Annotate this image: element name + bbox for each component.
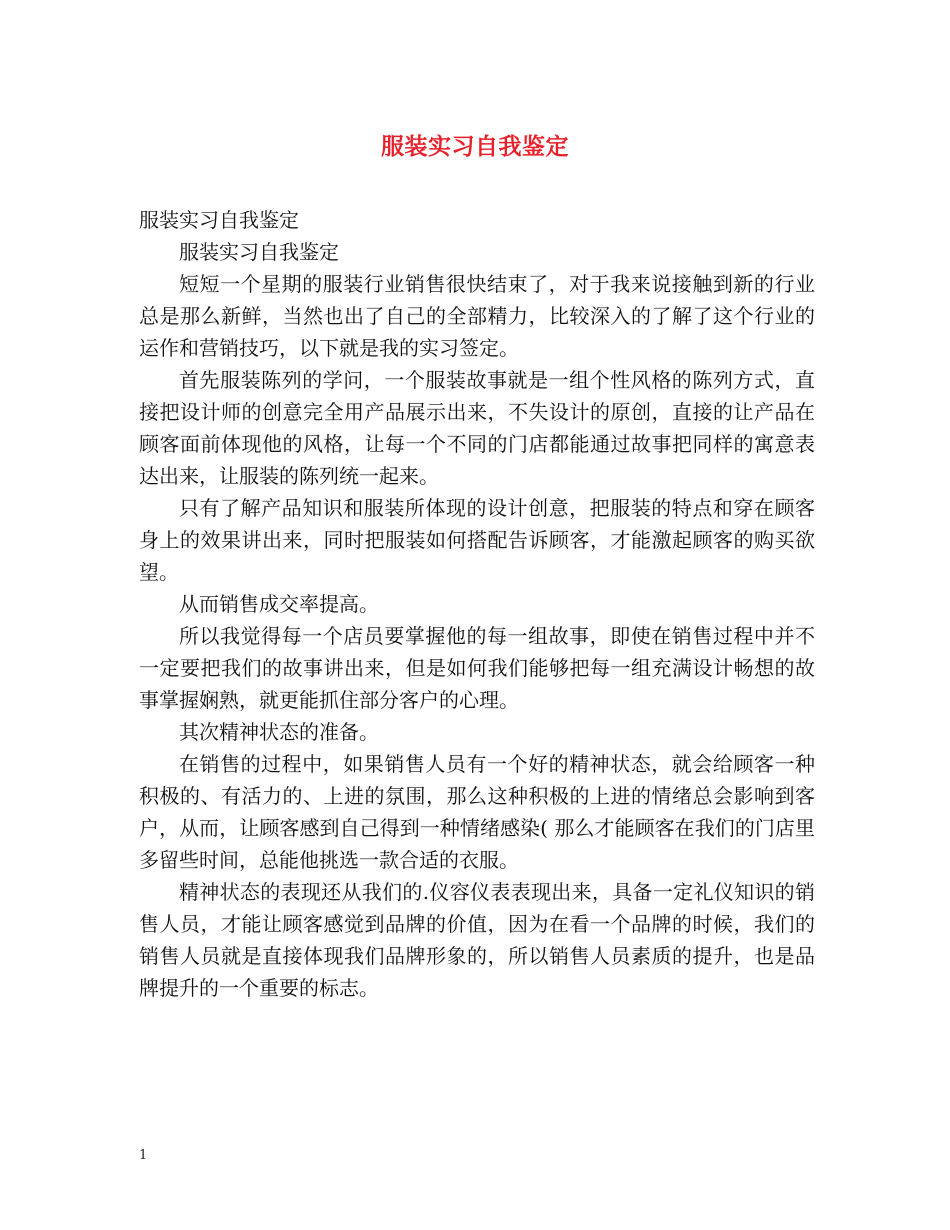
document-title: 服装实习自我鉴定 [381,133,569,160]
document-body [139,204,815,1004]
paragraph: 其次精神状态的准备。 [179,720,379,744]
paragraph: 首先服装陈列的学问，一个服装故事就是一组个性风格的陈列方式，直接把设计师的创意完全用产品展示出来，不失设计的原创，直接的让产品在顾客面前体现他的风格，让每一个不同的门店都能通过故事把同样的寓意表达出来，让服装的陈列统一起来。 [139,368,815,488]
heading-line: 服装实习自我鉴定 [139,208,299,232]
page-number: 1 [139,1148,148,1163]
paragraph: 所以我觉得每一个店员要掌握他的每一组故事，即使在销售过程中并不一定要把我们的故事讲出来，但是如何我们能够把每一组充满设计畅想的故事掌握娴熟，就更能抓住部分客户的心理。 [139,624,815,712]
paragraph: 只有了解产品知识和服装所体现的设计创意，把服装的特点和穿在顾客身上的效果讲出来，同时把服装如何搭配告诉顾客，才能激起顾客的购买欲望。 [139,496,815,584]
paragraph: 从而销售成交率提高。 [179,592,379,616]
paragraph: 服装实习自我鉴定 [179,240,339,264]
paragraph: 短短一个星期的服装行业销售很快结束了，对于我来说接触到新的行业总是那么新鲜，当然也出了自己的全部精力，比较深入的了解了这个行业的运作和营销技巧，以下就是我的实习签定。 [139,272,815,360]
paragraph: 精神状态的表现还从我们的.仪容仪表表现出来，具备一定礼仪知识的销售人员，才能让顾客感觉到品牌的价值，因为在看一个品牌的时候，我们的销售人员就是直接体现我们品牌形象的，所以销售人员素质的提升，也是品牌提升的一个重要的标志。 [139,880,815,1000]
paragraph: 在销售的过程中，如果销售人员有一个好的精神状态，就会给顾客一种积极的、有活力的、上进的氛围，那么这种积极的上进的情绪总会影响到客户，从而，让顾客感到自己得到一种情绪感染( 那么才能顾客在我们的门店里多留些时间，总能他挑选一款合适的衣服。 [139,752,815,872]
